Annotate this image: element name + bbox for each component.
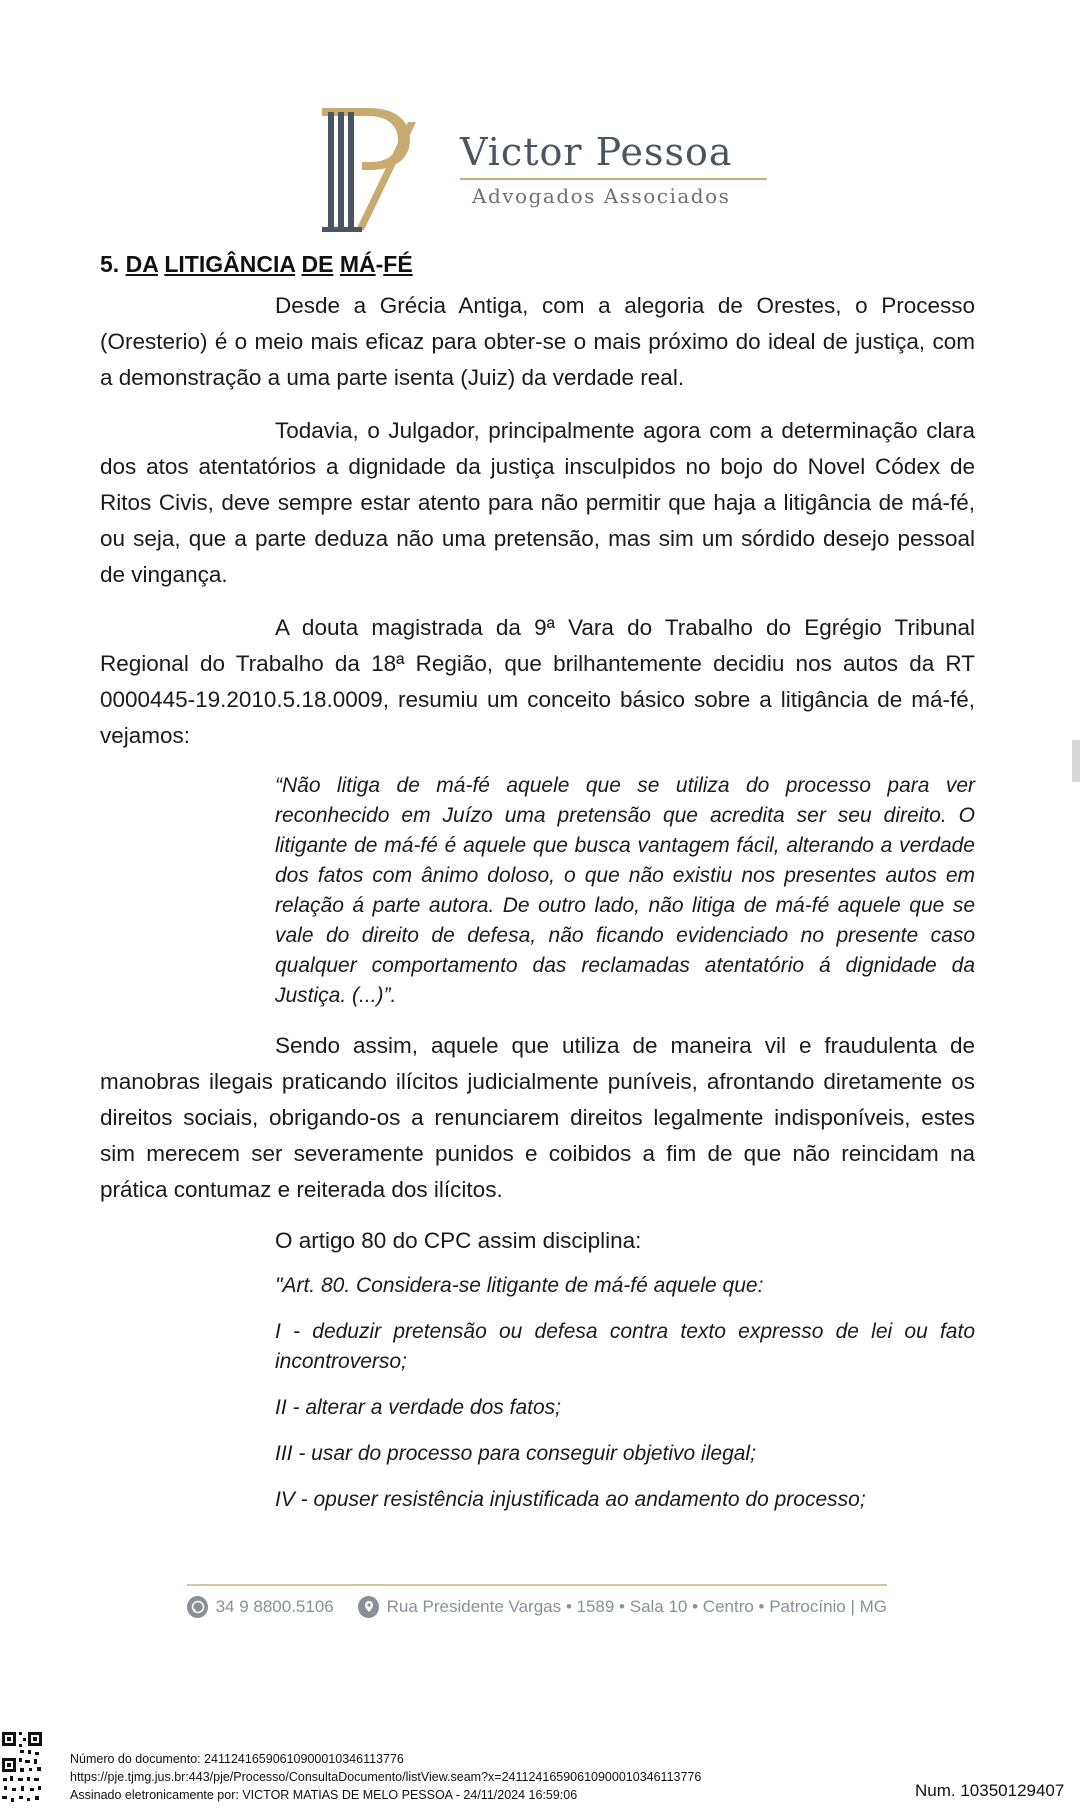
qr-code-icon — [0, 1728, 44, 1810]
footer-contact — [187, 1596, 887, 1618]
article-line: II - alterar a verdade dos fatos; — [275, 1396, 561, 1419]
brand-divider — [460, 178, 767, 180]
article-line: IV - opuser resistência injustificada ao andamento do processo; — [275, 1488, 866, 1511]
heading-word: DE — [301, 251, 334, 277]
article-line: III - usar do processo para conseguir objetivo ilegal; — [275, 1442, 756, 1465]
scrollbar-thumb[interactable] — [1072, 740, 1080, 782]
heading-word: DA — [125, 251, 158, 277]
location-pin-icon — [358, 1596, 379, 1618]
page-number: Num. 10350129407 — [915, 1781, 1065, 1800]
section-heading — [100, 251, 975, 278]
heading-word: LITIGÂNCIA — [164, 251, 296, 277]
heading-word: FÉ — [383, 251, 413, 277]
letterhead-footer — [187, 1584, 887, 1618]
letterhead — [0, 100, 1080, 240]
block-quote: “Não litiga de má-fé aquele que se utiliza do processo para ver reconhecido em Juízo uma pretensão que acredita ser seu direito. O litigante de má-fé é aquele que busca vantagem fácil, alterando a verdade dos fatos com ânimo doloso, o que não existiu nos presentes autos em relação á parte autora. De outro lado, não litiga de má-fé aquele que se vale do direito de defesa, não ficando evidenciado no presente caso qualquer comportamento das reclamadas atentatório á dignidade da Justiça. (...)”. — [275, 774, 975, 1007]
footer-phone: 34 9 8800.5106 — [215, 1597, 334, 1616]
brand-name: Victor Pessoa — [460, 130, 733, 174]
paragraph: Desde a Grécia Antiga, com a alegoria de Orestes, o Processo (Oresterio) é o meio mais eficaz para obter-se o mais próximo do ideal de justiça, com a demonstração a uma parte isenta (Juiz) da verdade real. — [100, 293, 975, 390]
paragraph: A douta magistrada da 9ª Vara do Trabalho do Egrégio Tribunal Regional do Trabalho da 18ª Região, que brilhantemente decidiu nos autos da RT 0000445-19.2010.5.18.0009, resumiu um conceito básico sobre a litigância de má-fé, vejamos: — [100, 615, 975, 748]
signed-by: Assinado eletronicamente por: VICTOR MATIAS DE MELO PESSOA - 24/11/2024 16:59:06 — [70, 1788, 578, 1802]
brand-subtitle: Advogados Associados — [472, 184, 731, 208]
whatsapp-icon — [187, 1596, 208, 1618]
document-body — [100, 251, 975, 1531]
article-line: I - deduzir pretensão ou defesa contra texto expresso de lei ou fato incontroverso; — [275, 1320, 975, 1373]
article-line: "Art. 80. Considera-se litigante de má-fé aquele que: — [275, 1274, 764, 1297]
heading-hyphen: - — [375, 251, 384, 277]
heading-word: MÁ — [339, 251, 376, 277]
paragraph: Sendo assim, aquele que utiliza de maneira vil e fraudulenta de manobras ilegais praticando ilícitos judicialmente puníveis, afrontando diretamente os direitos sociais, obrigando-os a renunciarem direitos legalmente indisponíveis, estes sim merecem ser severamente punidos e coibidos a fim de que não reincidam na prática contumaz e reiterada dos ilícitos. — [100, 1033, 975, 1202]
document-number: Número do documento: 24112416590610900010346113776 — [70, 1752, 404, 1766]
article-intro: O artigo 80 do CPC assim disciplina: — [275, 1228, 642, 1253]
footer-divider — [187, 1584, 887, 1586]
signature-block — [70, 1750, 701, 1804]
section-number: 5. — [100, 251, 120, 277]
paragraph: Todavia, o Julgador, principalmente agora com a determinação clara dos atos atentatórios a dignidade da justiça insculpidos no bojo do Novel Códex de Ritos Civis, deve sempre estar atento para não permitir que haja a litigância de má-fé, ou seja, que a parte deduza não uma pretensão, mas sim um sórdido desejo pessoal de vingança. — [100, 418, 975, 587]
logo-monogram-icon — [300, 100, 425, 235]
footer-address: Rua Presidente Vargas • 1589 • Sala 10 • Centro • Patrocínio | MG — [386, 1597, 887, 1616]
document-url[interactable]: https://pje.tjmg.jus.br:443/pje/Processo/ConsultaDocumento/listView.seam?x=24112416590610900010346113776 — [70, 1770, 702, 1784]
